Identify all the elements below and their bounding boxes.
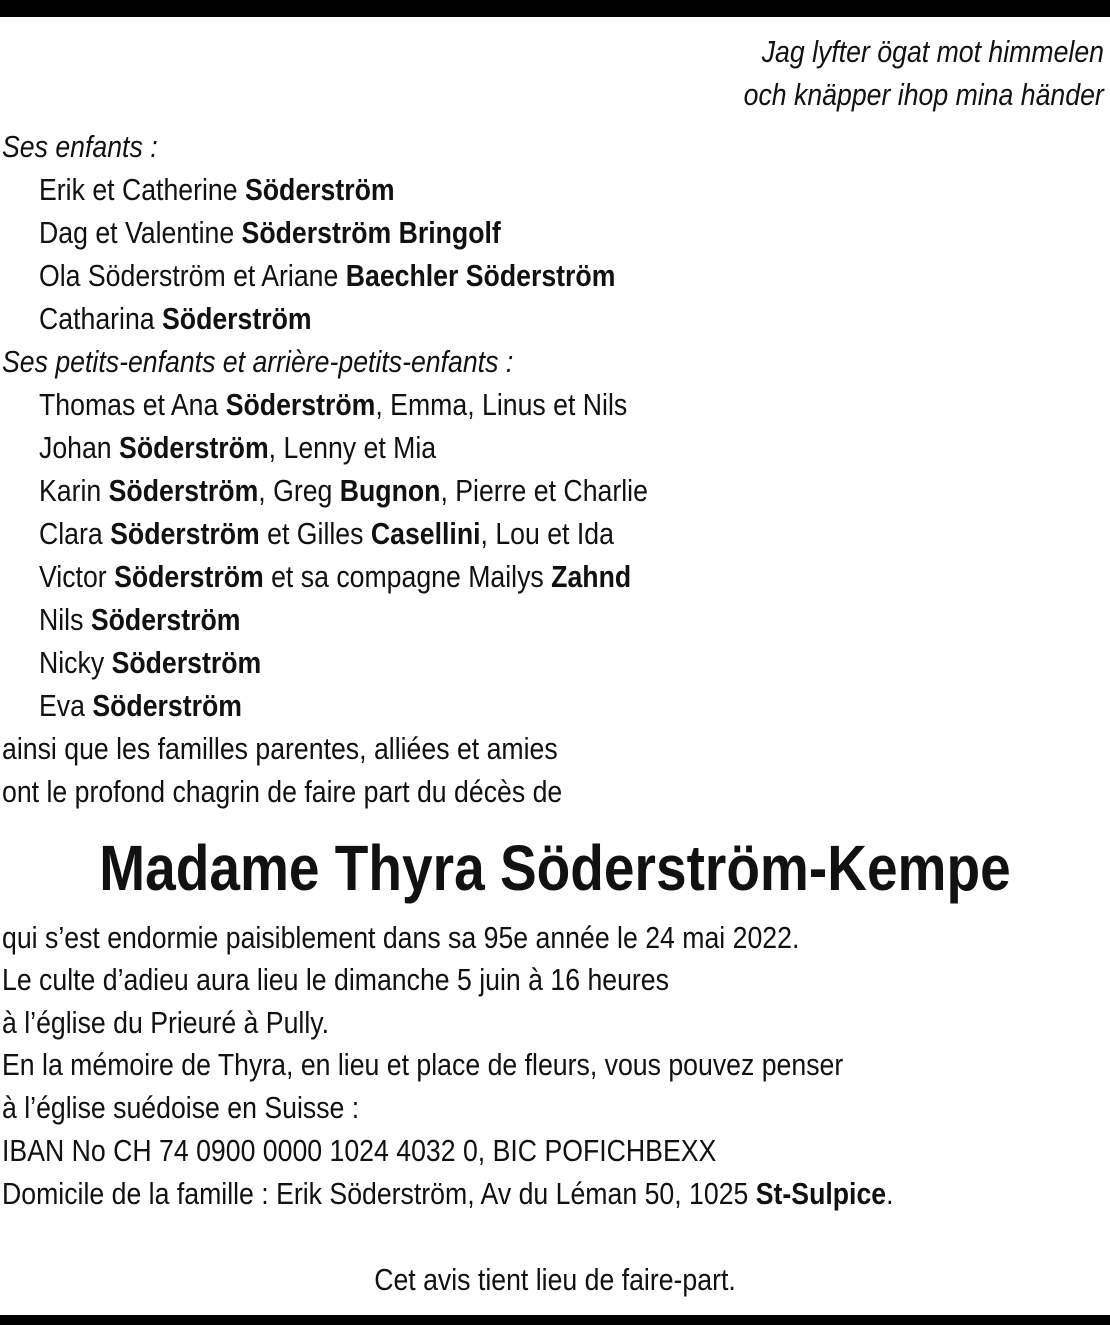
announce-line-2: ont le profond chagrin de faire part du décès de <box>2 774 563 809</box>
footer-note: Cet avis tient lieu de faire-part. <box>374 1262 736 1297</box>
child-line: Dag et Valentine Söderström Bringolf <box>39 215 501 250</box>
grandchild-line: Victor Söderström et sa compagne Mailys Zahnd <box>39 559 632 594</box>
grandchild-line: Clara Söderström et Gilles Casellini, Lou et Ida <box>39 516 614 551</box>
bottom-rule <box>0 1315 1110 1325</box>
child-line: Ola Söderström et Ariane Baechler Söderström <box>39 258 616 293</box>
quote-line-2: och knäpper ihop mina händer <box>743 77 1104 112</box>
detail-line: à l’église suédoise en Suisse : <box>2 1090 360 1125</box>
detail-line: à l’église du Prieuré à Pully. <box>2 1005 330 1040</box>
child-line: Erik et Catherine Söderström <box>39 172 395 207</box>
top-rule <box>0 0 1110 17</box>
grandchild-line: Eva Söderström <box>39 688 242 723</box>
children-heading: Ses enfants : <box>2 129 158 164</box>
detail-line: En la mémoire de Thyra, en lieu et place de fleurs, vous pouvez penser <box>2 1047 844 1082</box>
deceased-name: Madame Thyra Söderström-Kempe <box>99 832 1011 904</box>
grandchild-line: Thomas et Ana Söderström, Emma, Linus et Nils <box>39 387 628 422</box>
grandchildren-heading: Ses petits-enfants et arrière-petits-enfants : <box>2 344 514 379</box>
domicile-line: Domicile de la famille : Erik Söderström, Av du Léman 50, 1025 St-Sulpice. <box>2 1176 894 1211</box>
grandchild-line: Nils Söderström <box>39 602 241 637</box>
detail-line: qui s’est endormie paisiblement dans sa 95e année le 24 mai 2022. <box>2 920 800 955</box>
quote-line-1: Jag lyfter ögat mot himmelen <box>761 34 1104 69</box>
grandchild-line: Johan Söderström, Lenny et Mia <box>39 430 437 465</box>
announce-line-1: ainsi que les familles parentes, alliées et amies <box>2 731 558 766</box>
detail-line: Le culte d’adieu aura lieu le dimanche 5 juin à 16 heures <box>2 962 669 997</box>
child-line: Catharina Söderström <box>39 301 312 336</box>
iban-line: IBAN No CH 74 0900 0000 1024 4032 0, BIC POFICHBEXX <box>2 1133 717 1168</box>
grandchild-line: Nicky Söderström <box>39 645 262 680</box>
grandchild-line: Karin Söderström, Greg Bugnon, Pierre et Charlie <box>39 473 648 508</box>
